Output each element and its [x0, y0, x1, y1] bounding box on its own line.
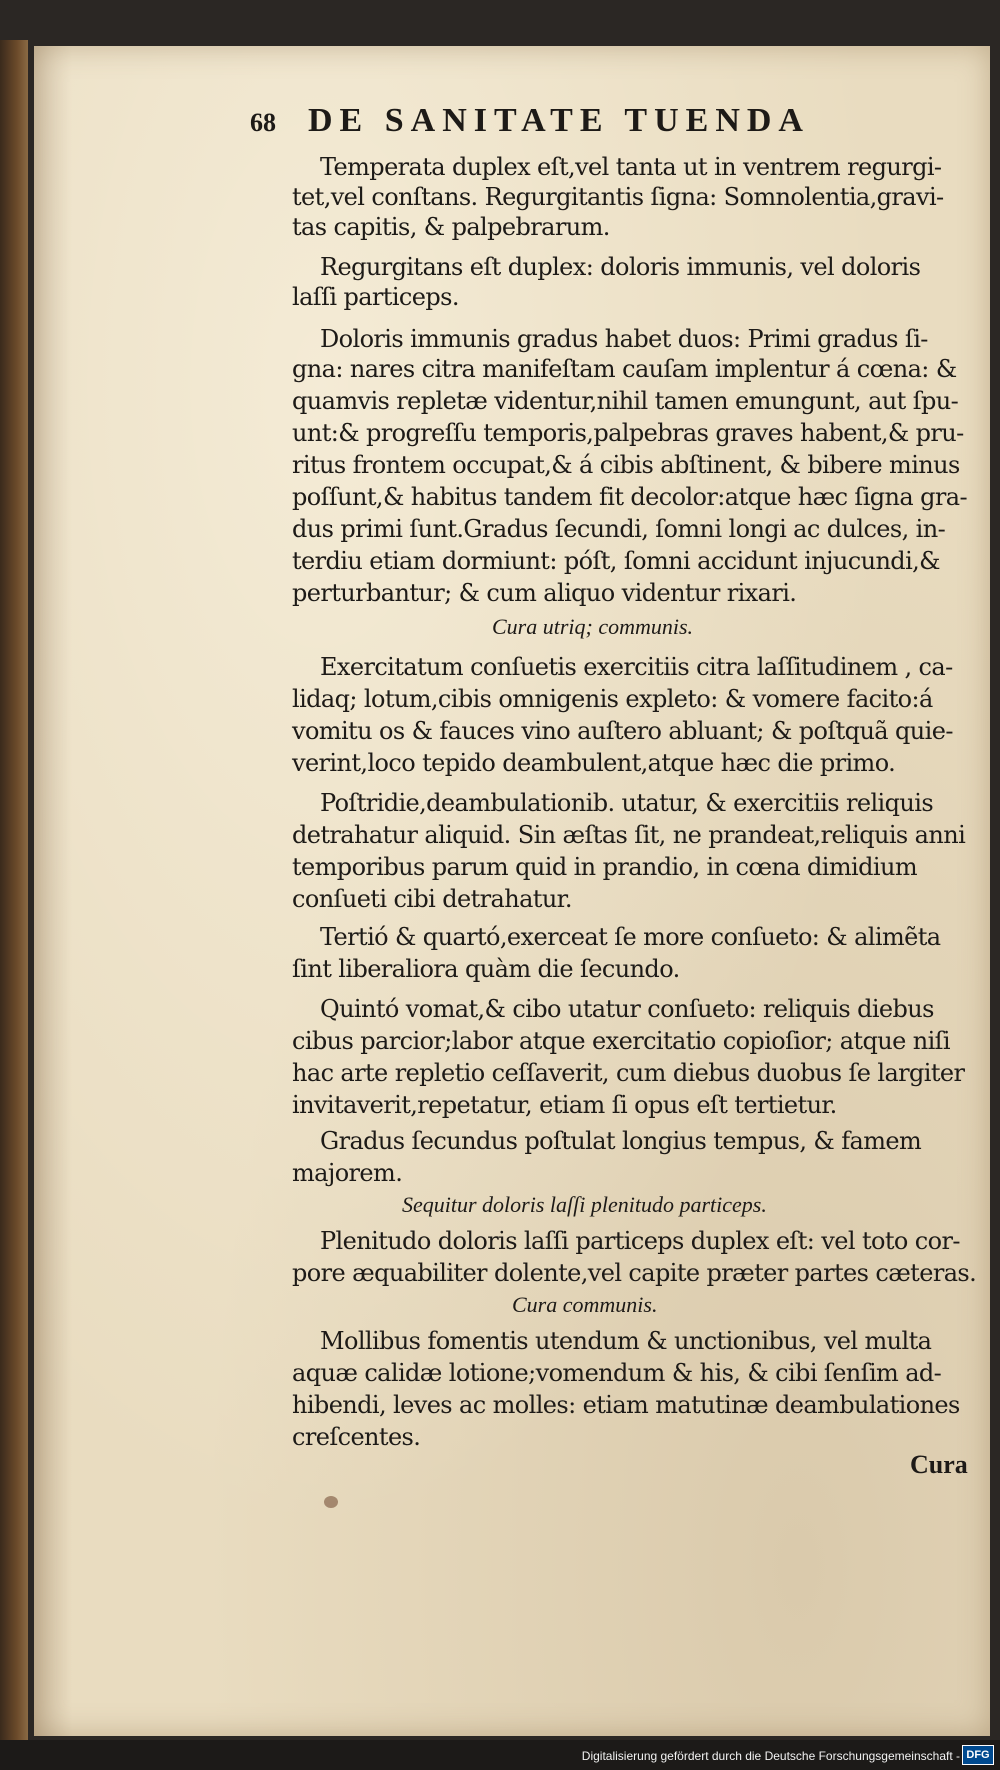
text-line: hibendi, leves ac molles: etiam matutinæ deambulationes [292, 1391, 960, 1419]
dfg-logo-icon: DFG [962, 1745, 994, 1765]
text-line: quamvis repletæ videntur,nihil tamen emungunt, aut ſpu- [292, 387, 959, 415]
text-line: verint,loco tepido deambulent,atque hæc die primo. [292, 749, 896, 777]
text-line: lidaq; lotum,cibis omnigenis expleto: & vomere facito:á [292, 685, 933, 713]
text-line: detrahatur aliquid. Sin æſtas ſit, ne prandeat,reliquis anni [292, 821, 966, 849]
text-line: tas capitis, & palpebrarum. [292, 213, 610, 241]
text-line: Exercitatum conſuetis exercitiis citra laſſitudinem , ca- [320, 653, 953, 681]
text-line: Regurgitans eſt duplex: doloris immunis, vel doloris [320, 253, 921, 281]
text-line: Quintó vomat,& cibo utatur conſueto: reliquis diebus [320, 995, 934, 1023]
text-line: majorem. [292, 1159, 403, 1187]
section-heading: Cura communis. [512, 1292, 658, 1317]
text-line: cibus parcior;labor atque exercitatio copioſior; atque niſi [292, 1027, 951, 1055]
text-line: invitaverit,repetatur, etiam ſi opus eſt tertietur. [292, 1091, 837, 1119]
text-line: Tertió & quartó,exerceat ſe more conſueto: & alimẽta [320, 923, 941, 951]
text-line: Plenitudo doloris laſſi particeps duplex eſt: vel toto cor- [320, 1227, 960, 1255]
text-line: Mollibus fomentis utendum & unctionibus, vel multa [320, 1327, 932, 1355]
text-line: unt:& progreſſu temporis,palpebras graves habent,& pru- [292, 419, 964, 447]
text-line: hac arte repletio ceſſaverit, cum diebus duobus ſe largiter [292, 1059, 965, 1087]
ink-smudge [324, 1496, 338, 1508]
text-line: creſcentes. [292, 1423, 421, 1451]
page-header [250, 102, 970, 148]
text-line: ritus frontem occupat,& á cibis abſtinent, & bibere minus [292, 451, 960, 479]
text-line: poſſunt,& habitus tandem fit decolor:atque hæc ſigna gra- [292, 483, 968, 511]
text-line: laſſi particeps. [292, 283, 459, 311]
text-line: dus primi ſunt.Gradus ſecundi, ſomni longi ac dulces, in- [292, 515, 946, 543]
text-line: conſueti cibi detrahatur. [292, 885, 572, 913]
footer-bar [0, 1740, 1000, 1770]
text-line: Temperata duplex eſt,vel tanta ut in ventrem regurgi- [320, 153, 942, 181]
text-line: temporibus parum quid in prandio, in cœna dimidium [292, 853, 917, 881]
binding-edge [0, 40, 28, 1740]
text-line: Gradus ſecundus poſtulat longius tempus, & famem [320, 1127, 922, 1155]
text-line: tet,vel conſtans. Regurgitantis ſigna: Somnolentia,gravi- [292, 183, 944, 211]
running-head: DE SANITATE TUENDA [308, 102, 810, 139]
text-line: aquæ calidæ lotione;vomendum & his, & cibi ſenſim ad- [292, 1359, 942, 1387]
text-line: Poſtridie,deambulationib. utatur, & exercitiis reliquis [320, 789, 934, 817]
text-line: perturbantur; & cum aliquo videntur rixari. [292, 579, 797, 607]
funding-credit: Digitalisierung gefördert durch die Deutsche Forschungsgemeinschaft - [581, 1749, 960, 1763]
text-line: vomitu os & fauces vino auſtero abluant; & poſtquã quie- [292, 717, 953, 745]
text-line: pore æquabiliter dolente,vel capite præter partes cæteras. [292, 1259, 977, 1287]
text-line: ſint liberaliora quàm die ſecundo. [292, 955, 680, 983]
section-heading: Cura utriq; communis. [492, 614, 694, 639]
text-line: gna: nares citra manifeſtam cauſam implentur á cœna: & [292, 355, 957, 383]
text-line: Doloris immunis gradus habet duos: Primi gradus ſi- [320, 325, 928, 353]
catchword: Cura [910, 1450, 968, 1479]
text-line: terdiu etiam dormiunt: póſt, ſomni accidunt injucundi,& [292, 547, 940, 575]
page-number: 68 [250, 108, 276, 137]
section-heading: Sequitur doloris laſſi plenitudo particeps. [402, 1192, 767, 1217]
